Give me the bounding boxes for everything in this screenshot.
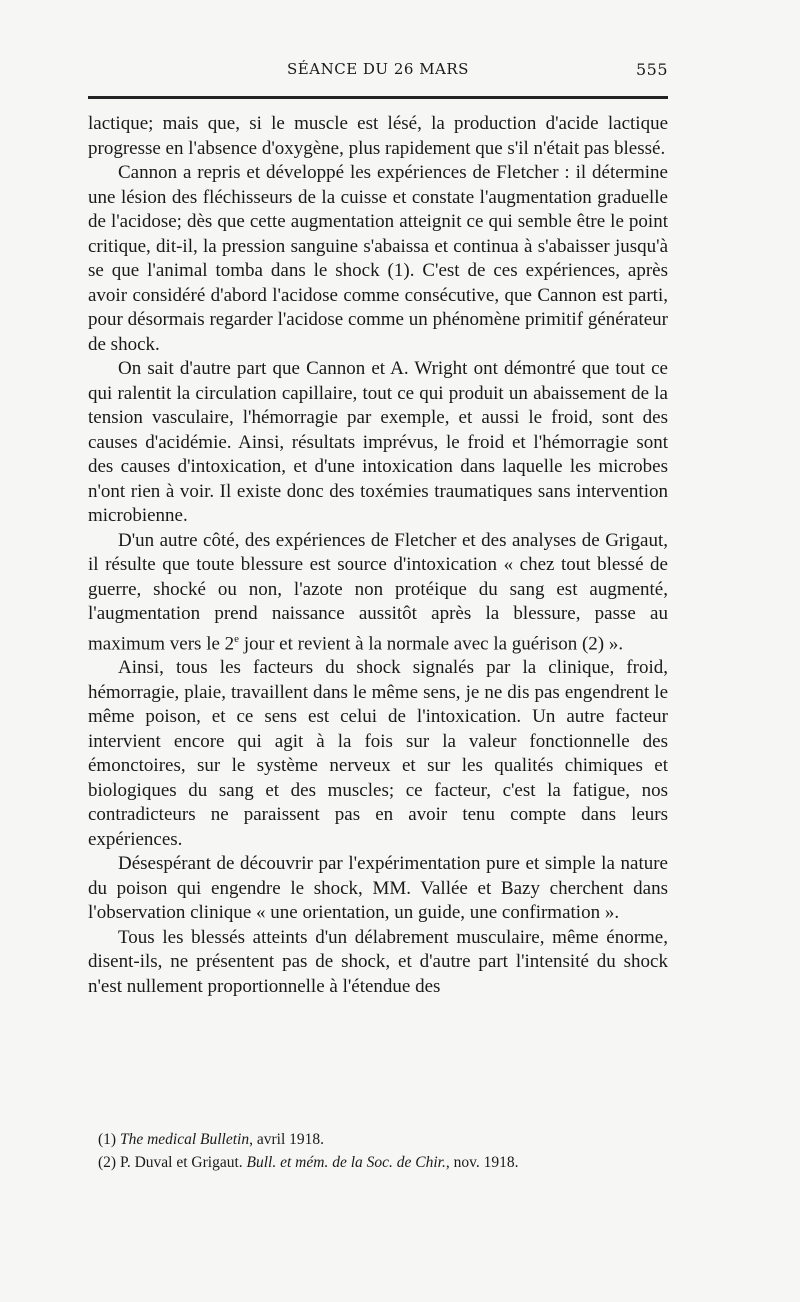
footnote-2-authors: P. Duval et Grigaut. [116,1154,247,1171]
footnote-1-title: The medical Bulletin [119,1131,250,1148]
footnote-1 [98,1128,668,1151]
paragraph-4-text: D'un autre côté, des expériences de Fletcher et des analyses de Grigaut, il résulte que toute blessure est source d'intoxication « chez tout blessé de guerre, shocké ou non, l'azote non protéique du sang est augmenté, l'augmentation prend naissance aussitôt après la blessure, passe au maximum vers le 2 [88,529,668,654]
paragraph-4 [88,529,668,657]
footnote-2-rest: , nov. 1918. [445,1154,519,1171]
page-number: 555 [635,60,668,79]
paragraph-1: lactique; mais que, si le muscle est lésé, la production d'acide lactique progresse en l'absence d'oxygène, plus rapidement que s'il n'était pas blessé. [88,113,668,159]
body-text [88,112,668,999]
paragraph-5: Ainsi, tous les facteurs du shock signalés par la clinique, froid, hémorragie, plaie, travaillent dans le même sens, je ne dis pas engendrent le même poison, et ce sens est celui de l'intoxication. Un autre facteur intervient encore qui agit à la fois sur la valeur fonctionnelle des émonctoires, sur le système nerveux et sur les qualités chimiques et biologiques du sang et des muscles; ce facteur, c'est la fatigue, nos contradicteurs ne paraissent pas en avoir tenu compte dans leurs expériences. [88,657,668,850]
header-rule [88,96,668,99]
page-header [88,58,668,86]
paragraph-7: Tous les blessés atteints d'un délabrement musculaire, même énorme, disent-ils, ne présentent pas de shock, et d'autre part l'intensité du shock n'est nullement proportionnelle à l'étendue des [88,926,668,997]
footnote-1-number: (1) [98,1131,117,1148]
footnote-2-number: (2) [98,1154,117,1171]
ordinal-superscript: e [234,632,240,645]
footnote-1-rest: , avril 1918. [249,1131,324,1148]
paragraph-4-tail: jour et revient à la normale avec la guérison (2) ». [239,632,624,654]
running-head: SÉANCE DU 26 MARS [287,60,469,78]
footnotes [98,1128,668,1174]
paragraph-2: Cannon a repris et développé les expériences de Fletcher : il détermine une lésion des fléchisseurs de la cuisse et constate l'augmentation graduelle de l'acidose; dès que cette augmentation atteignit ce qui semble être le point critique, dit-il, la pression sanguine s'abaissa et continua à s'abaisser jusqu'à se que l'animal tomba dans le shock (1). C'est de ces expériences, après avoir considéré d'abord l'acidose comme consécutive, que Cannon est parti, pour désormais regarder l'acidose comme un phénomène primitif générateur de shock. [88,162,668,355]
footnote-2 [98,1151,668,1174]
paragraph-3: On sait d'autre part que Cannon et A. Wright ont démontré que tout ce qui ralentit la circulation capillaire, tout ce qui produit un abaissement de la tension vasculaire, l'hémorragie par exemple, et aussi le froid, sont des causes d'acidémie. Ainsi, résultats imprévus, le froid et l'hémorragie sont des causes d'intoxication, et d'une intoxication dans laquelle les microbes n'ont rien à voir. Il existe donc des toxémies traumatiques sans intervention microbienne. [88,358,668,526]
footnote-2-title: Bull. et mém. de la Soc. de Chir. [246,1154,446,1171]
paragraph-6: Désespérant de découvrir par l'expérimentation pure et simple la nature du poison qui engendre le shock, MM. Vallée et Bazy cherchent dans l'observation clinique « une orientation, un guide, une confirmation ». [88,853,668,924]
